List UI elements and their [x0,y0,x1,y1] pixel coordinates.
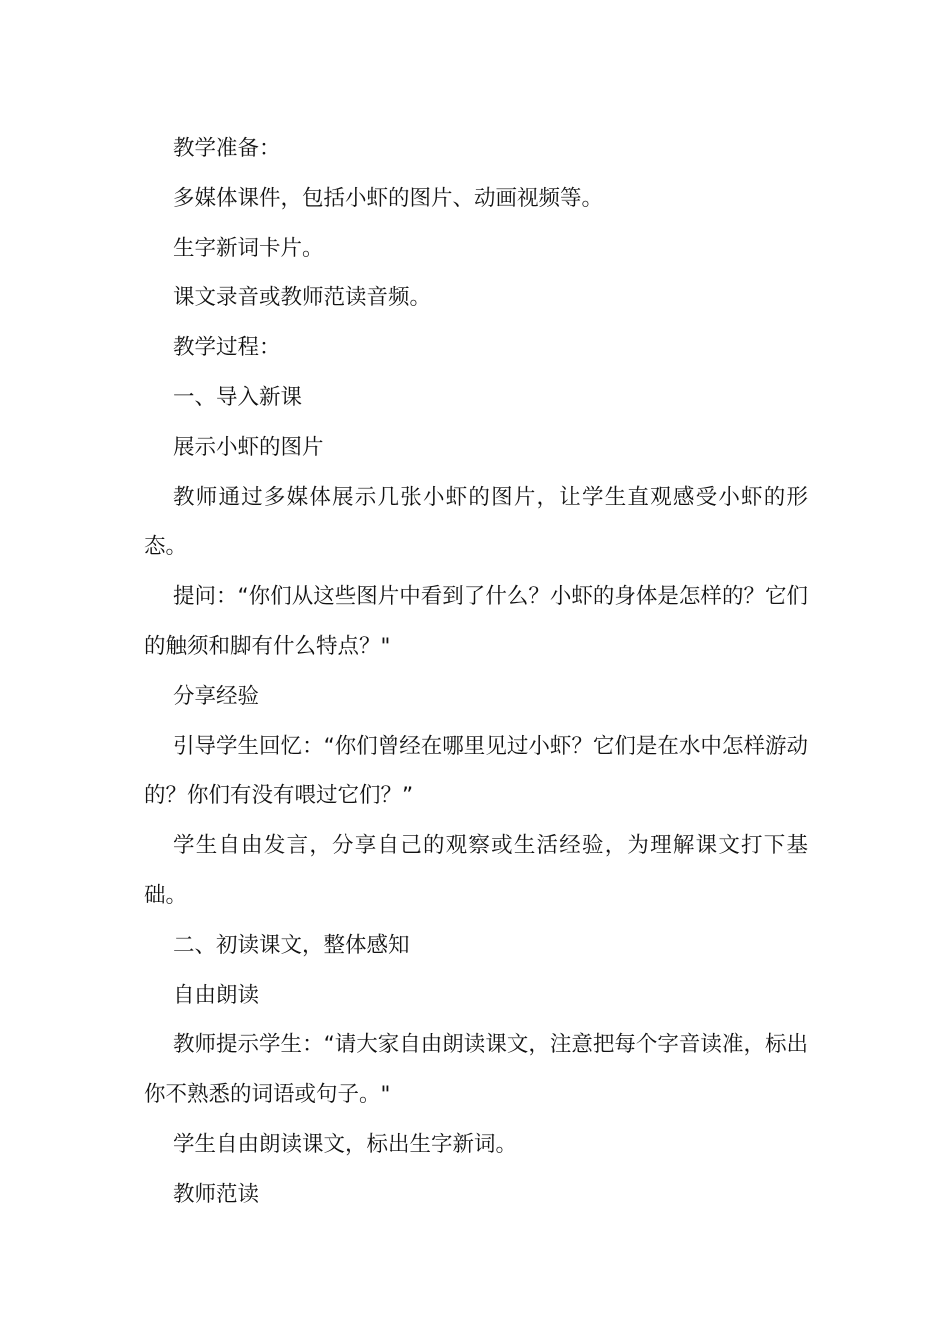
subheading-show-pictures: 展示小虾的图片 [173,434,324,460]
subheading-free-reading: 自由朗读 [173,982,260,1008]
paragraph-teacher-prompt: 教师提示学生：“请大家自由朗读课文，注意把每个字音读准，标出你不熟悉的词语或句子。" [144,1032,808,1108]
prep-item-audio: 课文录音或教师范读音频。 [173,285,432,311]
paragraph-guide-recall: 引导学生回忆：“你们曾经在哪里见过小虾？它们是在水中怎样游动的？你们有没有喂过它们？” [144,733,808,809]
subheading-teacher-model-reading: 教师范读 [173,1181,260,1207]
paragraph-show-pictures: 教师通过多媒体展示几张小虾的图片，让学生直观感受小虾的形态。 [144,484,808,560]
paragraph-students-read: 学生自由朗读课文，标出生字新词。 [173,1131,518,1157]
prep-item-multimedia: 多媒体课件，包括小虾的图片、动画视频等。 [173,185,604,211]
subheading-share-experience: 分享经验 [173,683,260,709]
document-page [144,124,808,1220]
heading-teaching-process: 教学过程： [173,335,281,361]
heading-teaching-preparation: 教学准备： [173,136,281,161]
paragraph-questions: 提问：“你们从这些图片中看到了什么？小虾的身体是怎样的？它们的触须和脚有什么特点？" [144,584,808,659]
paragraph-students-share: 学生自由发言，分享自己的观察或生活经验，为理解课文打下基础。 [144,833,808,908]
section-heading-first-reading: 二、初读课文，整体感知 [173,932,410,958]
prep-item-word-cards: 生字新词卡片。 [173,235,324,261]
section-heading-intro: 一、导入新课 [173,384,303,410]
